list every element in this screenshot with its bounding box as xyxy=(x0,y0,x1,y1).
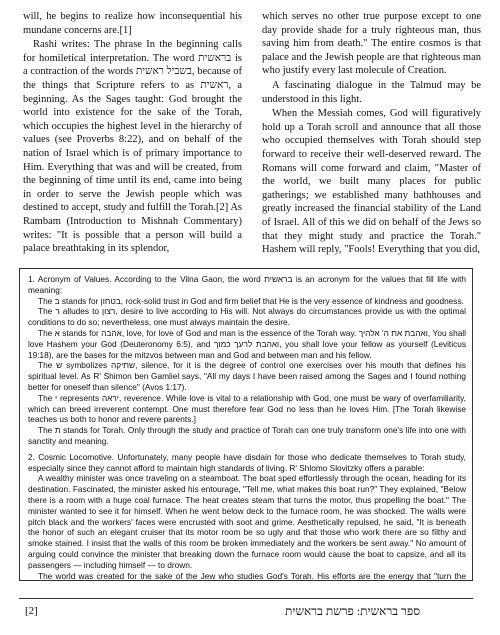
footnote-1-heading: 1. Acronym of Values. According to the Vilna Gaon, the word בראשית is an acronym for the values that fill life with meaning: xyxy=(28,274,467,295)
main-text-left-column xyxy=(23,10,242,256)
footnote-item: The world was created for the sake of the Jew who studies God's Torah. His efforts are the energy that "turn the xyxy=(38,570,466,581)
paragraph: Rashi writes: The phrase In the beginning calls for homiletical interpretation. The word בראשית is a contraction of the words בשביל ראשית, because of the things that Scripture refers to as ראשית, a beginning. As the Sages taught: God brought the world into existence for the sake of the Torah, which occupies the highest level in the hierarchy of values (see Proverbs 8:22), and on behalf of the nation of Israel which is of primary importance to Him. Everything that was and will be created, from the beginning of time until its end, came into being in order to serve the Jewish people which was destined to accept, study and fulfill the Torah.[2] As Rambam (Introduction to Mishnah Commentary) writes: "It is possible that a person will build a palace breathtaking in its splendor, xyxy=(23,39,242,255)
footnote-item: The א stands for אהבה, love, for love of God and man is the essence of the Torah way. ואהבת את ה' אלהיך, You shall love Hashem your God (Deuteronomy 6:5), and ואהבת לרעך כמוך, you shall love your fellow as yourself (Leviticus 19:18), are the bases for the mitzvos between man and God and between man and his fellow. xyxy=(28,327,466,360)
paragraph: which serves no other true purpose except to one day provide shade for a truly righteous man, thus saving him from death." The entire cosmos is that palace and the Jewish people are that righteous man who justify every last molecule of Creation. xyxy=(262,11,481,77)
running-title: ספר בראשית: פרשת בראשית xyxy=(285,604,421,618)
paragraph: will, he begins to realize how inconsequential his mundane concerns are.[1] xyxy=(23,11,242,36)
footnote-item: The ר alludes to רצון, desire to live according to His will. Not always do circumstances provide us with the optimal conditions to do so; nevertheless, one must always maintain the desire. xyxy=(28,306,466,328)
footer-rule xyxy=(19,598,473,599)
footnotes-box xyxy=(19,268,473,581)
footnote-item: The ש symbolizes שתיקה, silence, for it is the degree of control one exercises over his mouth that defines his spiritual level. As R' Shimon ben Gamliel says, "All my days I have been raised among the Sages and I found nothing better for oneself than silence" (Avos 1:17). xyxy=(28,360,466,392)
footnote-2-heading: 2. Cosmic Locomotive. Unfortunately, many people have disdain for those who dedicate themselves to Torah study, especially since they cannot afford to maintain high standards of living. R' Shlomo Slovitzky offers a parable: xyxy=(28,451,466,473)
paragraph: When the Messiah comes, God will figuratively hold up a Torah scroll and announce that all those who occupied themselves with Torah should step forward to receive their well-deserved reward. The Romans will come forward and claim, "Master of the world, we built many places for public gatherings; we established many bathhouses and greatly increased the financial stability of the Land of Israel. All of this we did on behalf of the Jews so that they might study and practice the Torah." Hashem will reply, "Fools! Everything that you did, xyxy=(262,108,481,256)
footnote-item: The ת stands for Torah. Only through the study and practice of Torah can one truly transform one's life into one with sanctity and meaning. xyxy=(28,425,466,446)
paragraph: A fascinating dialogue in the Talmud may be understood in this light. xyxy=(262,79,481,105)
footnote-item: The י represents יראה, reverence. While love is vital to a relationship with God, one must be wary of overfamiliarity, which can breed irreverent contempt. One must therefore fear God no less than he loves Him. [The Torah likewise teaches us both to honor and revere parents.] xyxy=(28,392,466,425)
page-number: [2] xyxy=(25,605,38,617)
footnote-item: A wealthy minister was once traveling on a steamboat. The boat sped effortlessly through the ocean, heading for its destination. Fascinated, the minister asked his entourage, "Tell me, what makes this boat run?" They explained, "Below there is a room with a huge coal furnace. The heat creates steam that turns the motor, thus propelling the boat." The minister wanted to see it for himself. When he went below deck to the furnace room, he was shocked. The walls were pitch black and the workers' faces were encrusted with soot and grime. Aesthetically repulsed, he said, "It is beneath the honor of such an elegant cruiser that its motor room be so ugly and that those who work there are so filthy and smoke stained. I insist that the walls of this room be broken immediately and the workers be sent away." No amount of arguing could convince the minister that breaking down the furnace room would cause the boat to capsize, and all its passengers — including himself — to drown. xyxy=(28,473,466,570)
footnote-item: The ב stands for בטחון, rock-solid trust in God and firm belief that He is the very essence of kindness and goodness. xyxy=(38,295,464,306)
main-text-right-column xyxy=(262,10,481,257)
